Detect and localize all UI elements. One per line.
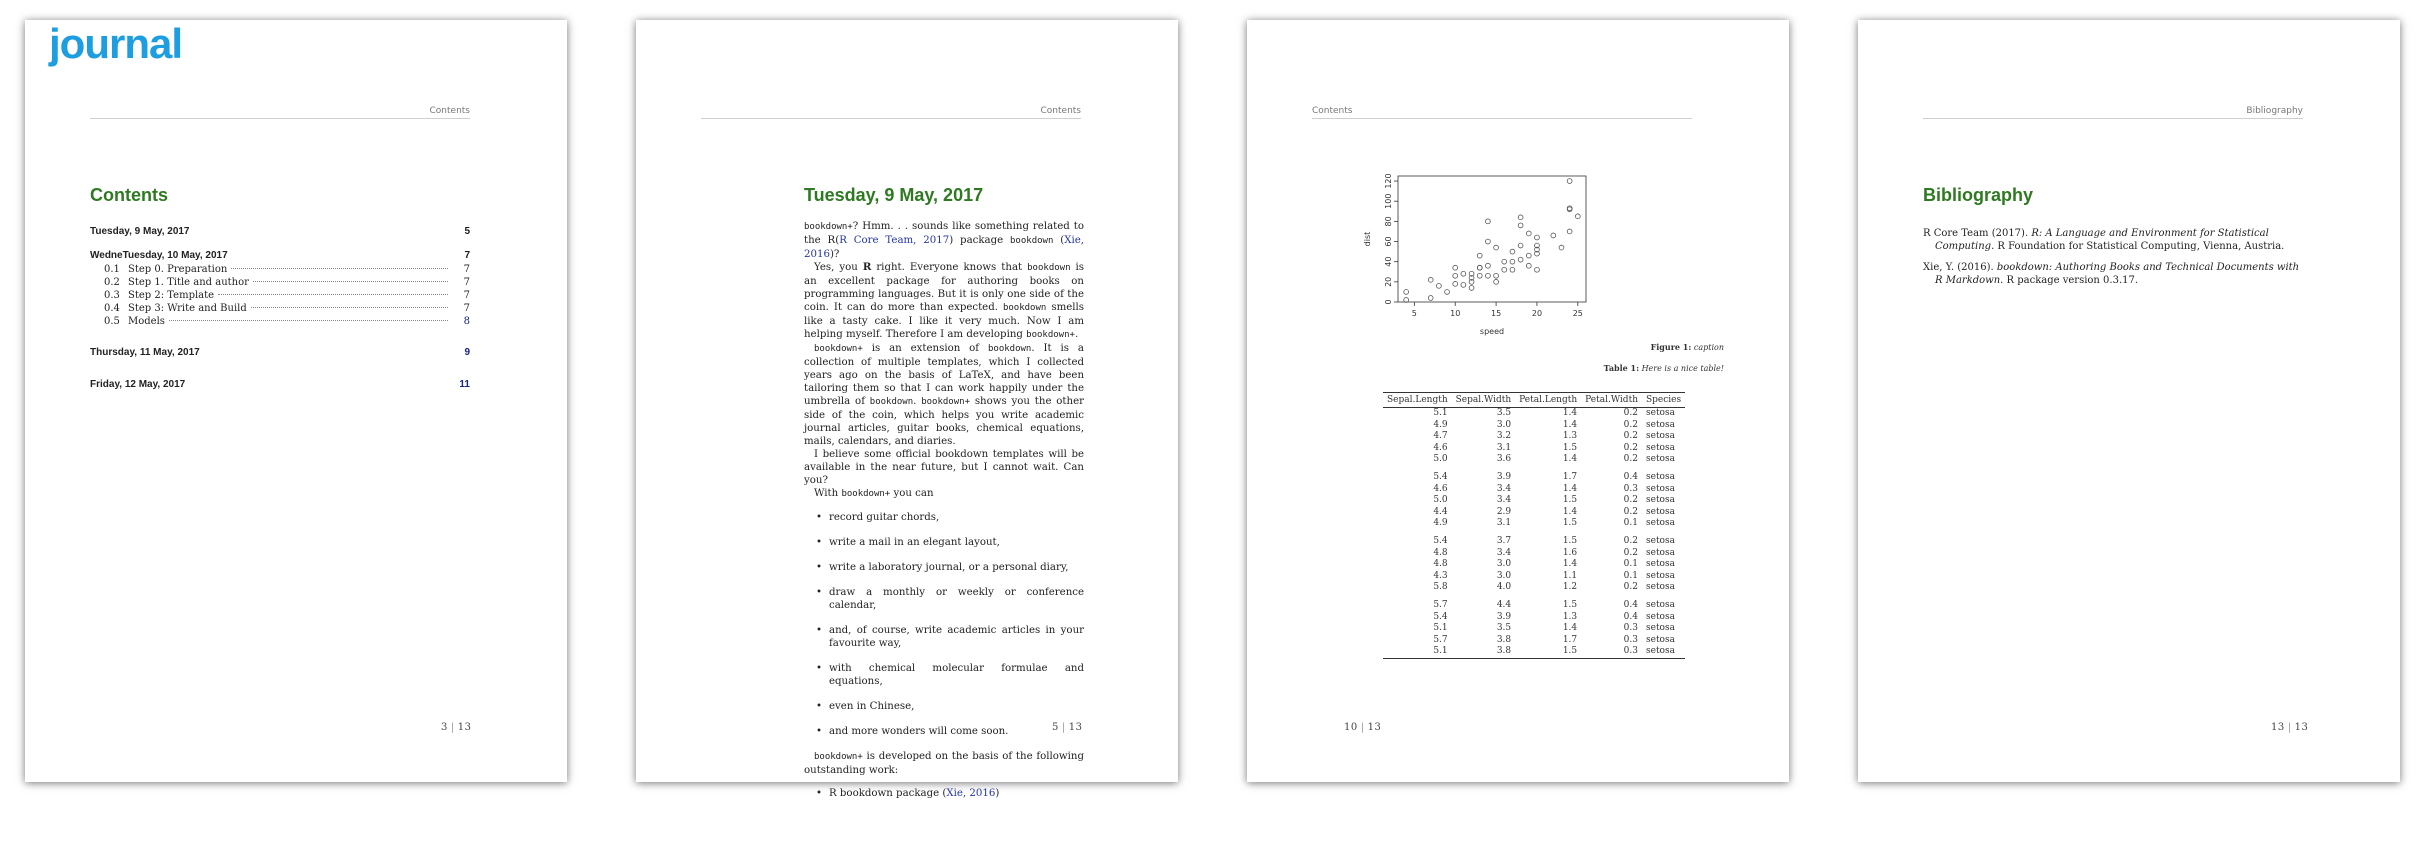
table-row <box>1383 646 1685 658</box>
data-point <box>1518 223 1523 228</box>
table-cell: 1.4 <box>1562 419 1578 430</box>
bibliography-list <box>1923 227 2303 295</box>
table-cell: 5.8 <box>1433 582 1448 593</box>
table-cell: 0.1 <box>1623 518 1638 529</box>
data-point <box>1518 243 1523 248</box>
toc-section[interactable]: 0.4 Step 3: Write and Build 7 <box>104 303 470 314</box>
paragraph: Yes, you R right. Everyone knows that bookdown is an excellent package for authoring books on programming languages. But it is only one side of the coin. It can do more than expected. bookdown smells like a tasty cake. I like it very much. Now I am helping myself. Therefore I am developing bookdown+. <box>804 261 1085 340</box>
table-cell: setosa <box>1646 623 1675 634</box>
table-cell: 0.4 <box>1623 471 1638 482</box>
table-row <box>1383 507 1685 519</box>
table-cell: 4.8 <box>1433 559 1448 570</box>
table-cell: 0.2 <box>1623 419 1638 430</box>
table-cell: 3.2 <box>1496 431 1512 442</box>
y-tick-label: 40 <box>1384 256 1393 267</box>
table-cell: 0.2 <box>1623 408 1638 418</box>
table-cell: setosa <box>1646 431 1675 442</box>
bib-entry: Xie, Y. (2016). bookdown: Authoring Books and Technical Documents with R Markdown. R package version 0.3.17. <box>1923 262 2300 286</box>
table-cell: setosa <box>1646 518 1675 529</box>
table-cell: 3.4 <box>1496 483 1512 494</box>
table-cell: setosa <box>1646 471 1675 482</box>
page-number: 13 | 13 <box>2271 722 2309 733</box>
table-row <box>1383 454 1685 466</box>
table-row <box>1383 420 1685 432</box>
table-cell: 0.2 <box>1623 442 1638 453</box>
table-row <box>1383 530 1685 548</box>
table-cell: 1.1 <box>1562 570 1578 581</box>
data-point <box>1486 263 1491 268</box>
column-header: Species <box>1642 393 1685 408</box>
table-cell: setosa <box>1646 442 1675 453</box>
running-header: Contents <box>1312 106 1692 119</box>
paragraph: bookdown+ is developed on the basis of the following outstanding work: <box>804 751 1084 776</box>
table-cell: 5.1 <box>1433 623 1448 634</box>
table-cell: 1.4 <box>1562 483 1578 494</box>
table-cell: 0.3 <box>1623 483 1638 494</box>
data-point <box>1453 273 1458 278</box>
data-point <box>1510 249 1515 254</box>
list-item: • draw a monthly or weekly or conference calendar, <box>804 586 1084 612</box>
table-cell: 1.5 <box>1562 518 1578 529</box>
table-row <box>1383 582 1685 594</box>
data-point <box>1502 259 1507 264</box>
table-cell: 3.1 <box>1496 518 1512 529</box>
table-cell: 2.9 <box>1496 506 1512 517</box>
column-header: Petal.Length <box>1515 393 1581 408</box>
y-tick-label: 60 <box>1384 236 1393 247</box>
dependency-list <box>804 787 1084 800</box>
table-row <box>1383 635 1685 647</box>
citation-link[interactable]: Xie, 2016 <box>804 235 1084 260</box>
data-point <box>1567 229 1572 234</box>
table-row <box>1383 518 1685 530</box>
data-point <box>1518 257 1523 262</box>
data-point <box>1526 231 1531 236</box>
data-point <box>1510 267 1515 272</box>
x-tick-label: 25 <box>1572 309 1583 318</box>
list-item: • write a mail in an elegant layout, <box>804 536 1084 549</box>
table-cell: 1.5 <box>1562 495 1578 506</box>
list-item: • and, of course, write academic articles in your favourite way, <box>804 624 1084 650</box>
table-cell: setosa <box>1646 535 1675 546</box>
table-cell: 5.0 <box>1433 495 1448 506</box>
table-cell: 1.7 <box>1562 471 1578 482</box>
y-tick-label: 20 <box>1384 276 1393 287</box>
table-row <box>1383 466 1685 484</box>
table-cell: 3.4 <box>1496 547 1512 558</box>
toc-section[interactable]: 0.5 Models 8 <box>104 316 470 327</box>
table-cell: 5.4 <box>1433 611 1448 622</box>
table-cell: 3.0 <box>1496 570 1512 581</box>
list-item: • record guitar chords, <box>804 511 1084 524</box>
table-cell: setosa <box>1646 506 1675 517</box>
chapter-body <box>804 220 1084 812</box>
scatter-chart <box>1312 150 1652 350</box>
iris-table <box>1383 392 1685 659</box>
x-axis-label: speed <box>1479 327 1505 336</box>
table-cell: setosa <box>1642 646 1685 658</box>
table-row <box>1383 594 1685 612</box>
table-row <box>1383 548 1685 560</box>
data-point <box>1510 259 1515 264</box>
table-cell: 5.4 <box>1433 535 1448 546</box>
page-chapter <box>636 20 1178 799</box>
table-cell: 0.1 <box>1623 559 1638 570</box>
table-cell: 1.5 <box>1562 442 1578 453</box>
paragraph: bookdown+? Hmm. . . sounds like something related to the R(R Core Team, 2017) package bookdown (Xie, 2016)? <box>804 221 1084 260</box>
column-header: Sepal.Width <box>1452 393 1516 408</box>
table-cell: 1.4 <box>1562 454 1578 465</box>
x-tick-label: 10 <box>1450 309 1461 318</box>
table-cell: 4.7 <box>1433 431 1448 442</box>
feature-list <box>804 511 1084 738</box>
data-point <box>1469 285 1474 290</box>
table-cell: 5.1 <box>1433 408 1448 418</box>
data-point <box>1453 281 1458 286</box>
x-tick-label: 5 <box>1411 309 1417 318</box>
table-cell: 0.2 <box>1623 535 1638 546</box>
table-cell: setosa <box>1646 611 1675 622</box>
toc-section[interactable]: 0.1 Step 0. Preparation 7 <box>104 264 470 275</box>
table-cell: 4.8 <box>1433 547 1448 558</box>
y-tick-label: 100 <box>1384 193 1393 209</box>
chapter-title: Tuesday, 9 May, 2017 <box>804 185 984 205</box>
toc-chapter[interactable]: Friday, 12 May, 2017 11 <box>90 379 470 390</box>
data-point <box>1445 290 1450 295</box>
data-point <box>1428 277 1433 282</box>
table-cell: 1.5 <box>1562 535 1578 546</box>
table-cell: 5.7 <box>1433 599 1448 610</box>
data-point <box>1436 283 1441 288</box>
table-cell: 0.2 <box>1623 582 1638 593</box>
paragraph: With bookdown+ you can <box>814 488 934 499</box>
table-cell: 3.9 <box>1496 471 1512 482</box>
table-cell: 0.2 <box>1623 547 1638 558</box>
table-cell: 1.6 <box>1562 547 1578 558</box>
table-cell: 3.1 <box>1496 442 1512 453</box>
data-point <box>1502 267 1507 272</box>
table-cell: 3.9 <box>1496 611 1512 622</box>
list-item: • with chemical molecular formulae and equations, <box>804 662 1084 688</box>
toc-chapter[interactable]: Thursday, 11 May, 2017 9 <box>90 347 470 358</box>
page-number: 5 | 13 <box>1052 722 1083 733</box>
table-cell: 0.2 <box>1623 506 1638 517</box>
data-point <box>1486 239 1491 244</box>
citation-link[interactable]: Xie, 2016 <box>946 788 996 799</box>
data-point <box>1453 265 1458 270</box>
page-number: 10 | 13 <box>1344 722 1382 733</box>
toc-chapter[interactable]: Tuesday, 9 May, 2017 5 <box>90 226 470 237</box>
data-point <box>1486 273 1491 278</box>
page-contents <box>25 20 567 782</box>
data-point <box>1559 245 1564 250</box>
table-cell: 3.8 <box>1452 646 1516 658</box>
table-of-contents <box>90 218 470 393</box>
table-cell: 4.0 <box>1496 582 1512 593</box>
table-row <box>1383 495 1685 507</box>
table-cell: 0.2 <box>1623 431 1638 442</box>
data-point <box>1535 267 1540 272</box>
y-tick-label: 120 <box>1384 173 1393 189</box>
data-point <box>1494 273 1499 278</box>
table-cell: 3.5 <box>1496 623 1512 634</box>
y-tick-label: 0 <box>1384 299 1393 305</box>
toc-section[interactable]: 0.2 Step 1. Title and author 7 <box>104 277 470 288</box>
toc-chapter[interactable]: WedneTuesday, 10 May, 2017 7 <box>90 250 470 261</box>
table-row <box>1383 623 1685 635</box>
table-cell: setosa <box>1646 419 1675 430</box>
y-tick-label: 80 <box>1384 216 1393 227</box>
table-cell: 4.4 <box>1496 599 1512 610</box>
data-point <box>1477 273 1482 278</box>
table-cell: setosa <box>1646 599 1675 610</box>
table-cell: 5.1 <box>1383 646 1452 658</box>
table-cell: 4.4 <box>1433 506 1448 517</box>
table-cell: 0.3 <box>1623 623 1638 634</box>
data-point <box>1575 214 1580 219</box>
table-cell: 3.0 <box>1496 419 1512 430</box>
bib-entry: R Core Team (2017). R: A Language and Environment for Statistical Computing. R Foundation for Statistical Computing, Vienna, Austria. <box>1923 228 2285 252</box>
table-cell: 1.5 <box>1515 646 1581 658</box>
table-cell: 1.5 <box>1562 599 1578 610</box>
table-cell: 5.4 <box>1433 471 1448 482</box>
table-cell: setosa <box>1646 570 1675 581</box>
journal-logo: journal <box>49 20 183 67</box>
table-cell: setosa <box>1646 559 1675 570</box>
running-header: Contents <box>701 106 1081 119</box>
list-item: • even in Chinese, <box>804 700 1084 713</box>
plot-frame <box>1398 176 1586 302</box>
list-item: • and more wonders will come soon. <box>804 725 1084 738</box>
table-cell: 4.3 <box>1433 570 1448 581</box>
table-row <box>1383 443 1685 455</box>
table-cell: 1.3 <box>1562 431 1578 442</box>
paragraph: bookdown+ is an extension of bookdown. It is a collection of multiple templates, which I collected years ago on the basis of LaTeX, and have been tailoring them so that I can work happily under the umbrella of bookdown. bookdown+ shows you the other side of the coin, which helps you write academic journal articles, guitar books, chemical equations, mails, calendars, and diaries. <box>804 343 1085 447</box>
table-cell: setosa <box>1646 408 1675 418</box>
table-cell: setosa <box>1646 454 1675 465</box>
paragraph: I believe some official bookdown templates will be available in the near future, but I cannot wait. Can you? <box>804 449 1084 486</box>
table-cell: 1.7 <box>1562 634 1578 645</box>
figure-caption: Figure 1: caption <box>1650 342 1724 352</box>
table-caption: Table 1: Here is a nice table! <box>1603 363 1724 373</box>
page-bibliography <box>1858 20 2400 782</box>
data-point <box>1461 271 1466 276</box>
column-header: Sepal.Length <box>1383 393 1452 408</box>
table-cell: 1.4 <box>1562 408 1578 418</box>
toc-section[interactable]: 0.3 Step 2: Template 7 <box>104 290 470 301</box>
list-item: • R bookdown package (Xie, 2016) <box>804 787 1084 800</box>
table-cell: 0.3 <box>1581 646 1642 658</box>
page-title: Contents <box>90 185 168 205</box>
y-axis-label: dist <box>1363 231 1372 247</box>
table-row <box>1383 484 1685 496</box>
page-number: 3 | 13 <box>441 722 472 733</box>
citation-link[interactable]: R Core Team, 2017 <box>839 235 950 246</box>
table-cell: 4.9 <box>1433 419 1448 430</box>
data-point <box>1477 253 1482 258</box>
table-cell: setosa <box>1646 634 1675 645</box>
data-point <box>1526 263 1531 268</box>
data-point <box>1494 245 1499 250</box>
data-point <box>1535 235 1540 240</box>
table-cell: 3.0 <box>1496 559 1512 570</box>
data-point <box>1404 290 1409 295</box>
data-point <box>1518 215 1523 220</box>
data-point <box>1428 296 1433 301</box>
table-cell: 0.3 <box>1623 634 1638 645</box>
table-cell: 4.6 <box>1433 483 1448 494</box>
table-row <box>1383 571 1685 583</box>
data-point <box>1461 282 1466 287</box>
table-cell: 0.4 <box>1623 599 1638 610</box>
scatter-plot <box>1312 150 1652 350</box>
table-cell: 3.8 <box>1496 634 1512 645</box>
table-cell: 1.4 <box>1562 623 1578 634</box>
data-point <box>1494 279 1499 284</box>
column-header: Petal.Width <box>1581 393 1642 408</box>
table-cell: 5.7 <box>1433 634 1448 645</box>
table-row <box>1383 431 1685 443</box>
bibliography-title: Bibliography <box>1923 185 2034 205</box>
data-point <box>1477 265 1482 270</box>
running-header: Contents <box>90 106 470 119</box>
table-cell: 3.5 <box>1496 408 1512 418</box>
table-cell: 0.2 <box>1623 495 1638 506</box>
running-header: Bibliography <box>1923 106 2303 119</box>
table-cell: 4.6 <box>1433 442 1448 453</box>
table-cell: setosa <box>1646 547 1675 558</box>
data-point <box>1486 219 1491 224</box>
data-point <box>1567 179 1572 184</box>
x-tick-label: 20 <box>1531 309 1543 318</box>
table-cell: setosa <box>1646 582 1675 593</box>
data-point <box>1526 253 1531 258</box>
data-point <box>1551 233 1556 238</box>
table-cell: 0.2 <box>1623 454 1638 465</box>
table-cell: 5.0 <box>1433 454 1448 465</box>
x-tick-label: 15 <box>1490 309 1502 318</box>
table-cell: 1.4 <box>1562 559 1578 570</box>
table-cell: 3.7 <box>1496 535 1512 546</box>
table-cell: 1.2 <box>1562 582 1578 593</box>
table-cell: 3.6 <box>1496 454 1512 465</box>
table-cell: 4.9 <box>1433 518 1448 529</box>
table-cell: 0.1 <box>1623 570 1638 581</box>
table-cell: 0.4 <box>1623 611 1638 622</box>
table-cell: setosa <box>1646 495 1675 506</box>
table-row <box>1383 408 1685 420</box>
page-figure-table <box>1247 20 1789 782</box>
table-row <box>1383 612 1685 624</box>
table-cell: setosa <box>1646 483 1675 494</box>
table-row <box>1383 559 1685 571</box>
table-cell: 3.4 <box>1496 495 1512 506</box>
table-cell: 1.4 <box>1562 506 1578 517</box>
list-item: • write a laboratory journal, or a personal diary, <box>804 561 1084 574</box>
table-cell: 1.3 <box>1562 611 1578 622</box>
